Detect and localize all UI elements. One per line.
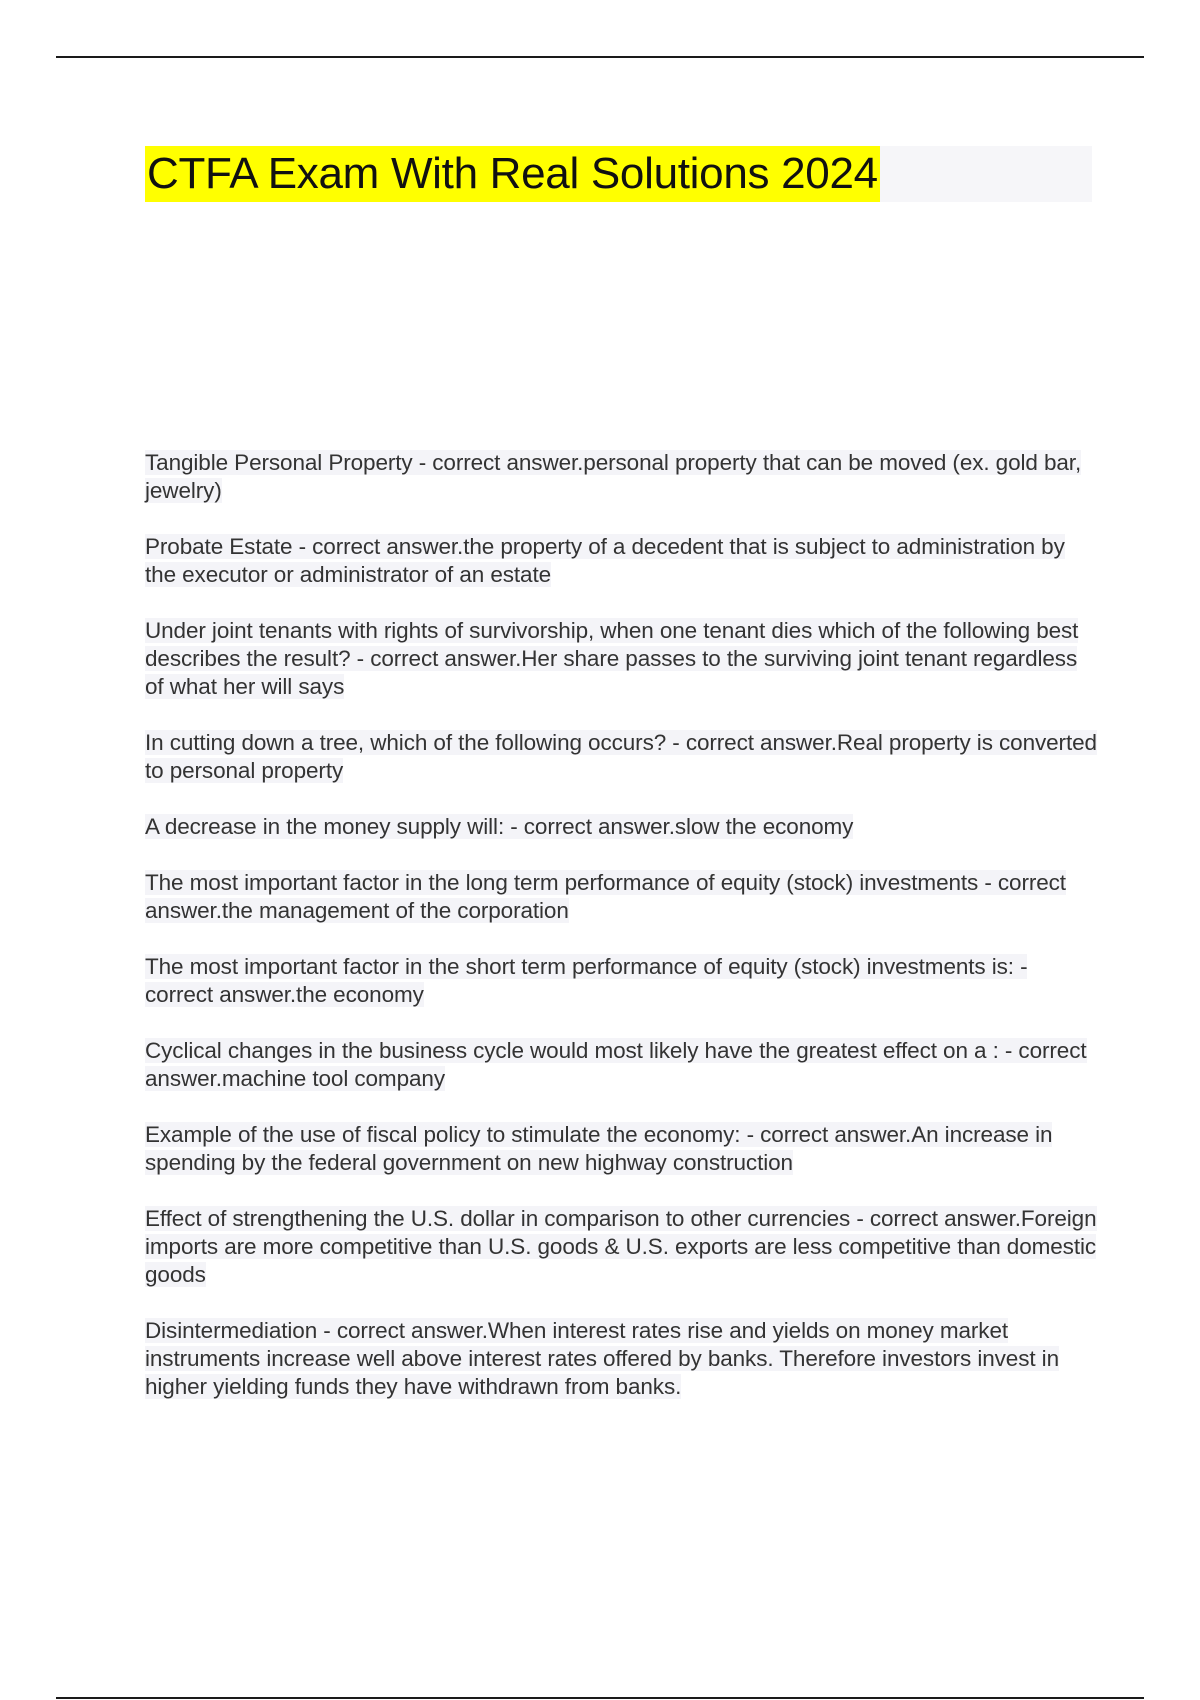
footer-rule (56, 1697, 1144, 1699)
qa-item (145, 869, 1100, 925)
header-rule (56, 56, 1144, 58)
qa-item (145, 729, 1100, 785)
qa-item-text: Tangible Personal Property - correct answer.personal property that can be moved (ex. gold bar, jewelry) (145, 450, 1082, 503)
qa-item (145, 533, 1100, 589)
qa-item (145, 953, 1100, 1009)
qa-item-text: In cutting down a tree, which of the following occurs? - correct answer.Real property is converted to personal property (145, 730, 1097, 783)
qa-item (145, 449, 1100, 505)
qa-list (145, 449, 1100, 1429)
qa-item-text: Probate Estate - correct answer.the property of a decedent that is subject to administration by the executor or administrator of an estate (145, 534, 1065, 587)
qa-item (145, 1317, 1100, 1401)
qa-item (145, 813, 1100, 841)
qa-item-text: Disintermediation - correct answer.When interest rates rise and yields on money market instruments increase well above interest rates offered by banks. Therefore investors invest in higher yielding funds they have withdrawn from banks. (145, 1318, 1059, 1399)
qa-item-text: The most important factor in the long term performance of equity (stock) investments - correct answer.the management of the corporation (145, 870, 1066, 923)
qa-item (145, 1037, 1100, 1093)
qa-item-text: A decrease in the money supply will: - correct answer.slow the economy (145, 814, 854, 839)
qa-item (145, 1205, 1100, 1289)
qa-item-text: The most important factor in the short term performance of equity (stock) investments is: - correct answer.the economy (145, 954, 1028, 1007)
qa-item (145, 1121, 1100, 1177)
qa-item-text: Cyclical changes in the business cycle would most likely have the greatest effect on a : - correct answer.machine tool company (145, 1038, 1087, 1091)
qa-item-text: Under joint tenants with rights of survivorship, when one tenant dies which of the following best describes the result? - correct answer.Her share passes to the surviving joint tenant regardless of what her will says (145, 618, 1079, 699)
qa-item-text: Example of the use of fiscal policy to stimulate the economy: - correct answer.An increase in spending by the federal government on new highway construction (145, 1122, 1053, 1175)
qa-item (145, 617, 1100, 701)
document-title: CTFA Exam With Real Solutions 2024 (145, 146, 880, 202)
qa-item-text: Effect of strengthening the U.S. dollar in comparison to other currencies - correct answer.Foreign imports are more competitive than U.S. goods & U.S. exports are less competitive than domestic goods (145, 1206, 1097, 1287)
